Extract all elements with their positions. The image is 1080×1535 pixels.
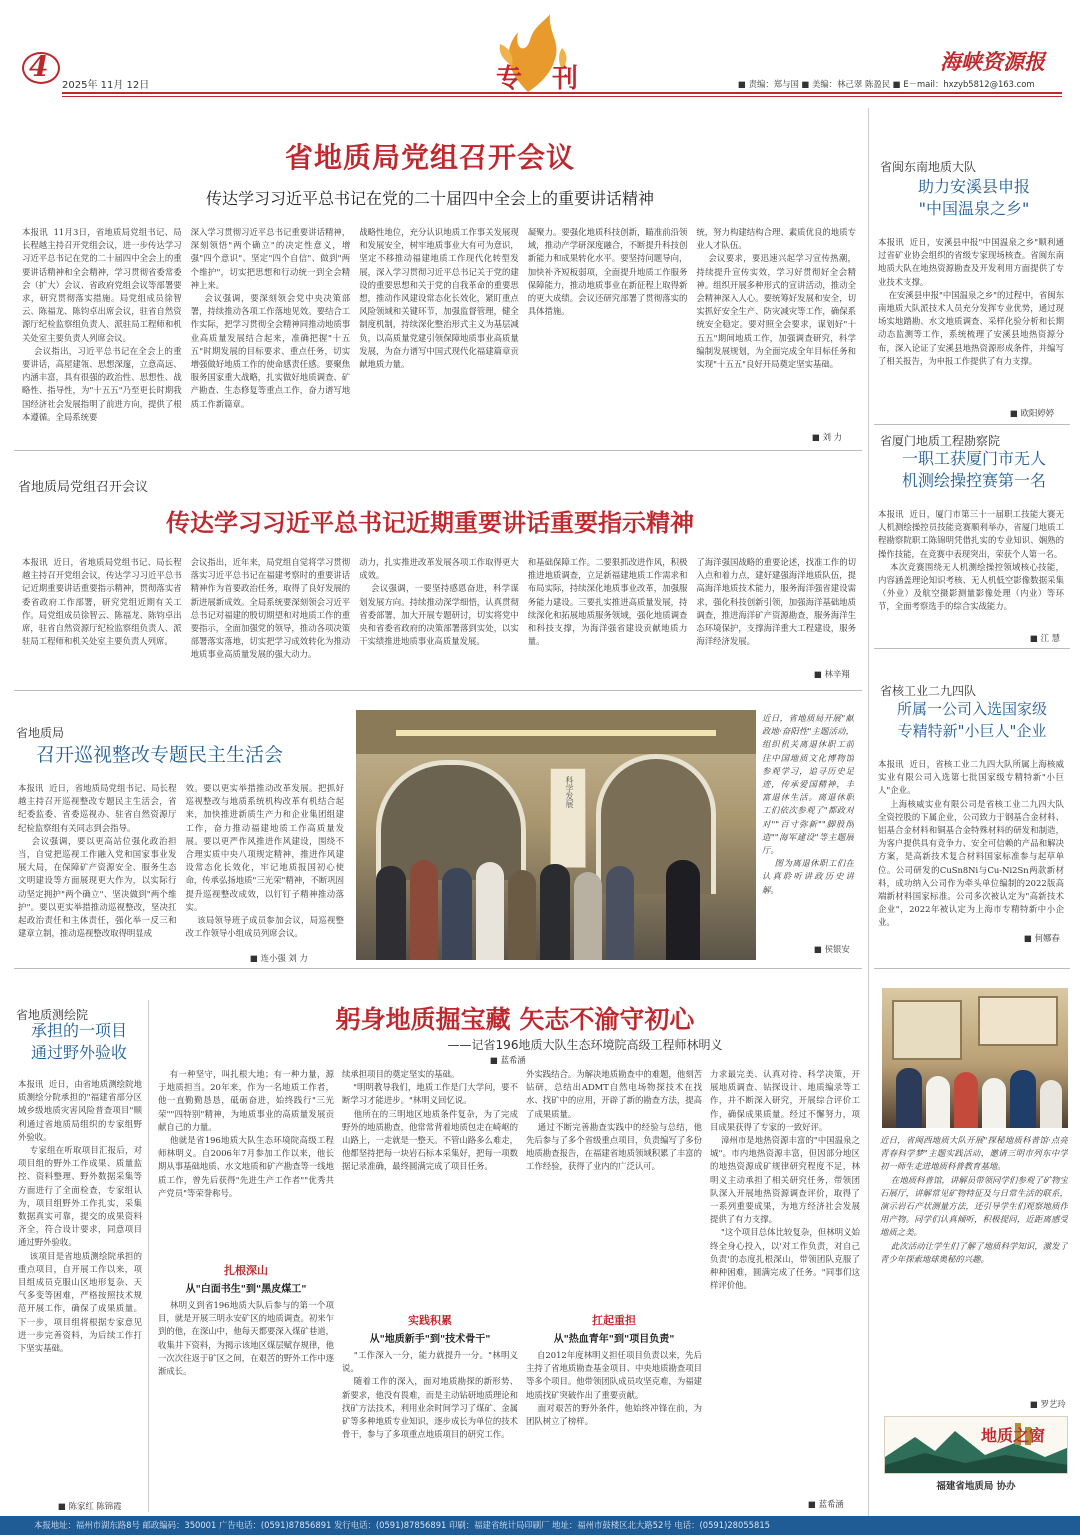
side3-title-line1: 所属一公司入选国家级: [896, 700, 1047, 718]
page-number: 4: [29, 50, 49, 83]
side3-author: ■ 何娜春: [1024, 933, 1060, 943]
photo-ceiling-light: [396, 730, 716, 736]
side1-body: 本报讯 近日，安溪县申报"中国温泉之乡"顺利通过省矿业协会组织的省级专家现场核查。省闽东南地质大队在地热资源勘查及开发利用方面提供了专业技术支撑。 在安溪县申报"中国温泉之乡"的过程中，省闽东南地质大队派技术人员充分发挥专业优势，通过现场实地踏勘、水文地质调查、采样化验分析和长期动态监测等工作，系统梳理了安溪县地热资源分布，深入论证了安溪县地热资源形成条件，并编写了相关报告，为申报工作提供了有力支撑。: [878, 237, 1064, 366]
photo-display-case: [892, 1000, 962, 1060]
article3-kicker: 省地质局: [16, 726, 65, 740]
article3-col2: 效。要以更实举措推动改革发展。把抓好巡视整改与地质系统机构改革有机结合起来，加快推进新质生产力和企业集团组建工作，奋力推动福建地质工作高质量发展。要以更严作风推进作风建设，围绕不合理实质中央八项规定精神，推进作风建设常态化长效化，牢记地质报国初心使命，传承弘扬地质"三光荣"精神，不断巩固提升巡视整改成效，以钉钉子精神推动落实。 该局领导班子成员参加会议，局巡视整改工作领导小组成员列席会议。: [185, 783, 344, 939]
article2-body: [22, 556, 856, 678]
article1-col5: 统，努力构建结构合理、素质优良的地质专业人才队伍。 会议要求，要迅速兴起学习宣传热潮，持续提升宣传实效，学习好贯彻好全会精神。组织开展多种形式的宣讲活动，推动全会精神深入人心。要统筹好发展和安全，切实抓好安全生产、防灾减灾等工作，确保系统安全稳定。要对照全会要求，谋划好"十五五"期间地质工作，加强调查研究，科学编制发展规划，为全面完成全年目标任务和实现"十五五"良好开局奠定坚实基础。: [696, 227, 856, 370]
side4-author: ■ 罗艺玲: [1030, 1399, 1066, 1409]
article1-col3: 战略性地位，充分认识地质工作事关发展现和发展安全，树牢地质事业大有可为意识，坚定不移推动福建地质工作现代化转型发展，深入学习贯彻习近平总书记关于党的建设的重要思想和关于党的自我革命的重要思想，推动作风建设常态化长效化，紧盯重点风险领域和关键环节，加强监督管理，健全制度机制，持续深化整治形式主义为基层减负，以高质量党建引领保障地质事业高质量发展，为奋力谱写中国式现代化福建篇章贡献地质力量。: [359, 227, 519, 370]
article2-col1: 本报讯 近日，省地质局党组书记、局长程越主持召开党组会议，传达学习习近平总书记近期重要讲话重要指示精神，贯彻落实省委省政府工作部署，研究党组近期有关工作。局党组成员徐智云、陈福龙、陈钧卓出席，驻省自然资源厅纪检监察组负责人、派驻局工程师和机关处室主要负责人列席。: [22, 557, 182, 647]
side3-kicker: 省核工业二九四队: [880, 684, 977, 698]
divider: [874, 648, 1070, 649]
side2-title-line1: 一职工获厦门市无人: [901, 449, 1046, 468]
article4-byline: ■ 蓝希涵: [490, 1055, 526, 1065]
divider: [14, 690, 862, 691]
photo-wall-text: 科学发展: [565, 776, 574, 808]
article5-kicker: 省地质测绘院: [16, 1008, 89, 1022]
article5-title-line1: 承担的一项目: [30, 1021, 127, 1040]
divider: [14, 450, 862, 451]
article4-col3-rest: 自2012年度林明义担任项目负责以来，先后主持了省地质勘查基金项目、中央地质勘查项目等多个项目。他带领团队成员攻坚克难，为福建地质找矿突破作出了重要贡献。 面对艰苦的野外条件，他始终冲锋在前，为团队树立了榜样。: [526, 1350, 702, 1427]
divider: [874, 424, 1070, 425]
article4-col1-head-a: 扎根深山: [224, 1264, 268, 1277]
article1-body: [22, 226, 856, 440]
person: [982, 1078, 1006, 1128]
photo-display-case: [978, 996, 1058, 1046]
sidebar-divider: [868, 108, 869, 1516]
divider: [874, 968, 1070, 969]
person: [954, 1072, 978, 1128]
side2-body: 本报讯 近日，厦门市第三十一届职工技能大赛无人机测绘操控员技能竞赛顺利举办，省厦门地质工程勘察院职工陈锦明凭借扎实的专业知识、娴熟的操作技能，在竞赛中表现突出，荣获个人第一名。 本次竞赛围绕无人机测绘操控领域核心技能，内容涵盖理论知识考核、无人机低空影像数据采集（外业）及航空摄影测量影像处理（内业）等环节，全面考察选手的综合实战能力。: [878, 509, 1064, 612]
article4-col2: 续承担项目的奠定坚实的基础。 "明明教导我们，地质工作是门大学问，要不断学习才能进步。"林明义回忆说。 他所在的三明地区地质条件复杂，为了完成野外的地质勘查，他常常背着地质包走在崎岖的山路上，一走就是一整天。不管山路多么难走，他都坚持把每一块岩石标本采集好，把每一项数据记录准确，最终圆满完成了项目任务。: [342, 1069, 518, 1172]
person: [666, 860, 700, 960]
article1-col1: 本报讯 11月3日，省地质局党组书记、局长程越主持召开党组会议，进一步传达学习习近平总书记在党的二十届四中全会上的重要讲话精神和全会精神，学习贯彻省委常委会（扩大）会议、省政府党组会议等部署要求，研究贯彻落实措施。局党组成员徐智云、陈福龙、陈钧卓出席会议，驻省自然资源厅纪检监察组负责人、派驻局工程师和机关处室主要负责人列席会议。 会议指出，习近平总书记在全会上的重要讲话，高屋建瓴、思想深邃，立意高远、内涵丰富，具有很强的政治性、思想性、战略性、指导性，为"十五五"乃至更长时期我国经济社会发展指明了前进方向，提供了根本遵循。全局系统要: [22, 227, 182, 422]
side2-kicker: 省厦门地质工程勘察院: [880, 434, 1001, 448]
museum-visit-photo: [356, 710, 756, 960]
person: [540, 864, 570, 960]
science-museum-photo: [882, 988, 1068, 1128]
geo-window-sponsor: 福建省地质局 协办: [936, 1481, 1016, 1492]
article4-col1-wrap: [158, 1068, 334, 1512]
person: [410, 860, 438, 960]
masthead-logo: 海峡资源报: [940, 49, 1045, 74]
person: [606, 866, 634, 960]
divider: [14, 968, 862, 969]
article4-title: 躬身地质掘宝藏 矢志不渝守初心: [335, 1005, 695, 1034]
article4-col3-head-b: 从"热血青年"到"项目负责": [553, 1334, 675, 1345]
article1-subtitle: 传达学习习近平总书记在党的二十届四中全会上的重要讲话精神: [205, 189, 654, 208]
article2-kicker: 省地质局党组召开会议: [18, 480, 149, 495]
article2-col2: 会议指出，近年来，局党组自觉将学习贯彻落实习近平总书记在福建考察时的重要讲话精神作为首要政治任务，取得了良好发展的新进展新成效。全局系统要深刻领会习近平总书记对福建的殷切期望和对地质工作的重要指示，全面加强党的领导，推动各项决策部署落实落地，切实把学习成效转化为推动地质事业高质量发展的强大动力。: [190, 557, 351, 660]
article1-col2: 深入学习贯彻习近平总书记重要讲话精神，深刻领悟"两个确立"的决定性意义，增强"四个意识"、坚定"四个自信"、做到"两个维护"，切实把思想和行动统一到全会精神上来。 会议强调，要深刻领会党中央决策部署，持续推动各项工作落地见效。要结合工作实际，把学习贯彻全会精神同推动地质事业高质量发展结合起来，准确把握"十五五"时期发展的目标要求、重点任务，切实增强做好地质工作的使命感责任感。要聚焦服务国家重大战略，扎实做好地质调查、矿产勘查、生态修复等重点工作，奋力谱写地质工作新篇章。: [190, 227, 351, 409]
divider: [148, 1000, 149, 1512]
article1-title: 省地质局党组召开会议: [284, 141, 575, 174]
section-title-char-2: 刊: [552, 64, 579, 94]
geo-window-title: 地质之窗: [981, 1426, 1046, 1445]
article3-author: ■ 连小强 刘 力: [250, 953, 308, 963]
header-rule-thin: [62, 96, 1062, 97]
person: [926, 1076, 950, 1128]
person: [1010, 1070, 1036, 1128]
article4-col2-wrap: [342, 1068, 518, 1512]
person: [442, 868, 472, 960]
article4-col3-head-a: 扛起重担: [592, 1314, 636, 1327]
article4-col1: 有一种坚守，叫扎根大地；有一种力量，源于地质担当。20年来，作为一名地质工作者，他一直勤勤恳恳，砥砺奋进，始终践行"三光荣""四特别"精神，为地质事业的高质量发展贡献自己的力量。 他就是省196地质大队生态环境院高级工程师林明义。自2006年7月参加工作以来，他长期从事基础地质、水文地质和矿产勘查等一线地质工作，曾先后获得"先进生产工作者""优秀共产党员"等荣誉称号。: [158, 1069, 334, 1198]
article4-col2-rest: "工作深入一分，能力就提升一分。"林明义说。 随着工作的深入，面对地质勘探的新形势、新要求，他没有畏难，而是主动钻研地质理论和找矿方法技术，利用业余时间学习了煤矿、金属矿等多种地质专业知识，逐步成长为单位的技术骨干，参与了多项重点地质项目的研究工作。: [342, 1350, 518, 1440]
article3-body: [18, 782, 344, 954]
photo-people-row: [366, 860, 746, 960]
person: [376, 866, 406, 960]
article4-author: ■ 蓝希涵: [808, 1499, 844, 1509]
article2-title: 传达学习习近平总书记近期重要讲话重要指示精神: [166, 509, 694, 537]
person: [896, 1068, 922, 1128]
geo-window-logo: [884, 1416, 1068, 1474]
person: [508, 870, 536, 960]
article3-title: 召开巡视整改专题民主生活会: [36, 744, 284, 766]
photo1-caption: 近日，省地质局开展"献政地·奋阳性"主题活动，组织机关离退休职工前往中国地质文化博物馆参观学习，追寻历史足迹，传承爱国精神，丰富退休生活。离退休职工们依次参观了"都政对对""百寸弥新""脚股削造""海军建设"等主题展厅。 图为离退休职工们在认真聆听讲政历史讲解。: [762, 713, 854, 895]
article4-col1-rest: 林明义到省196地质大队后参与的第一个项目，就是开展三明永安矿区的地质调查。初来乍到的他，在深山中，他每天都要深入煤矿巷道，收集井下资料，为揭示该地区煤层赋存规律，他一次次往返于矿区之间，在艰苦的野外工作中逐渐成长。: [158, 1300, 334, 1377]
article4-col3: 外实践结合。为解决地质勘查中的难题，他刻苦钻研，总结出ADMT自然电场物探技术在找水、找矿中的应用，开辟了新的勘查方法，提高了成果质量。 通过不断完善勘查实践中的经验与总结，他先后参与了多个省级重点项目，负责编写了多份地质勘查报告，在福建省地质领域积累了丰富的工作经验，获得了业内的广泛认可。: [526, 1069, 702, 1172]
article5-body: 本报讯 近日，由省地质测绘院地质测绘分院承担的"福建省部分区域乡级地质灾害风险普查项目"顺利通过省地质局组织的专家组野外验收。 专家组在听取项目汇报后，对项目组的野外工作成果、质量监控、资料整理、野外数据采集等方面进行了全面检查，专家组认为，项目组野外工作扎实，采集数据真实可靠，提交的成果资料齐全，符合设计要求，同意项目通过野外验收。 该项目是省地质测绘院承担的重点项目，自开展工作以来，项目组成员克服山区地形复杂、天气多变等困难，严格按照技术规范开展工作，确保了成果质量。下一步，项目组将根据专家意见进一步完善资料，为后续工作打下坚实基础。: [18, 1079, 142, 1354]
side2-title-line2: 机测绘操控赛第一名: [901, 471, 1046, 490]
article4-col2-head-b: 从"地质新手"到"技术骨干": [369, 1334, 491, 1345]
person: [476, 862, 504, 960]
person: [574, 872, 602, 960]
article2-col3: 动力，扎实推进改革发展各项工作取得更大成效。 会议强调，一要坚持感恩奋进，科学谋划发展方向。持续推动深学细悟，认真贯彻省委部署，加大开展专题研讨，切实将党中央和省委省政府的决策部署落到实处，以实干实绩推进地质事业高质量发展。: [359, 557, 519, 647]
article2-author: ■ 林辛翔: [814, 669, 850, 679]
article2-col5: 了海洋强国战略的重要论述，找准工作的切入点和着力点，建好建强海洋地质队伍，提高海洋地质技术能力，服务海洋强省建设需求，强化科技创新引领，加强海洋基础地质调查，推进海洋矿产资源勘查，服务海洋生态环境保护，支撑海洋重大工程建设，服务海洋经济发展。: [696, 557, 856, 647]
page-date: 2025年 11月 12日: [62, 80, 150, 91]
side4-caption: 近日，省闽西地质大队开展"探秘地质科普馆·点亮青春科学梦"主题实践活动，邀请三明市列东中学初一师生走进地质科普教育基地。 在地质科普馆，讲解员带领同学们参观了矿物宝石展厅，讲解常见矿物特征及与日常生活的联系，演示岩石产状测量方法，还引导学生们观察地质作用产物。同学们认真倾听，积极提问，近距离感受地质之美。 此次活动让学生们了解了地质科学知识，激发了青少年探索地球奥秘的兴趣。: [880, 1135, 1068, 1264]
article4-col3-wrap: [526, 1068, 702, 1512]
article4-col2-head-a: 实践积累: [408, 1314, 452, 1327]
article3-col1: 本报讯 近日，省地质局党组书记、局长程越主持召开巡视整改专题民主生活会，省纪委监委、省委巡视办、驻省自然资源厅纪检监察组有关同志到会指导。 会议强调，要以更高站位强化政治担当，自觉把巡视工作融入党和国家事业发展大局，在保障矿产资源安全、服务生态文明建设等方面展现更大作为，以实际行动坚定拥护"两个确立"、坚决做到"两个维护"。要以更实举措推动巡视整改，坚决扛起政治责任和主体责任，强化举一反三和建章立制，推动巡视整改取得明显成: [18, 783, 177, 939]
side1-author: ■ 欧阳婷婷: [1010, 408, 1055, 418]
article1-col4: 凝聚力。要强化地质科技创新，瞄准前沿领域，推动产学研深度融合，不断提升科技创新能力和成果转化水平。要坚持问题导向，加快补齐短板弱项，全面提升地质工作服务保障能力，推动地质事业在新征程上取得新的更大成绩。会议还研究部署了贯彻落实的具体措施。: [527, 227, 688, 317]
article5-title-line2: 通过野外验收: [30, 1043, 127, 1062]
footer-text: 本报地址：福州市湖东路8号 邮政编码：350001 广告电话：(0591)87856891 发行电话：(0591)87856891 印刷：福建省统计局印刷厂 地址：福州市鼓楼区北大路52号 电话：(0591)28055815: [34, 1520, 770, 1530]
page-header: [0, 0, 1080, 100]
article1-author: ■ 刘 力: [812, 432, 842, 442]
article4-col4: 力求最完美、认真对待、科学决策，开展地质调查、钻探设计、地质编录等工作，并不断深入研究，开展综合评价工作，确保成果质量。经过不懈努力，项目成果获得了专家的一致好评。 漳州市是地热资源丰富的"中国温泉之城"。市内地热资源丰富，但因部分地区的地热资源成矿规律研究程度不足，林明义主动承担了相关研究任务，带领团队深入开展地热资源调查评价，取得了一系列重要成果，为地方经济社会发展提供了有力支撑。 "这个项目总体比较复杂，但林明义始终全身心投入，以'对工作负责，对自己负责'的态度扎根深山，带领团队克服了种种困难，圆满完成了任务。"同事们这样评价他。: [710, 1069, 860, 1291]
side2-author: ■ 江 慧: [1030, 633, 1060, 643]
photo1-author: ■ 侯银安: [814, 944, 850, 954]
article4-col1-head-b: 从"白面书生"到"黑皮煤工": [185, 1284, 307, 1295]
person: [1040, 1080, 1062, 1128]
article5-author: ■ 陈家红 陈锦霞: [58, 1501, 122, 1511]
side1-kicker: 省闽东南地质大队: [880, 160, 977, 174]
editor-credits: ■ 责编：郑与国 ■ 美编：林己翠 陈盈民 ■ E－mail：hxzyb5812@163.com: [738, 79, 1035, 89]
article2-col4: 和基础保障工作。二要狠抓改进作风，积极推进地质调查，立足新福建地质工作需求和布局实际，持续深化地质事业改革，加强服务能力建设。三要扎实推进高质量发展，持续深化和拓展地质服务领域，强化地质调查和科技支撑，为海洋强省建设贡献地质力量。: [527, 557, 688, 647]
side3-title-line2: 专精特新"小巨人"企业: [897, 722, 1047, 740]
side1-title-line1: 助力安溪县申报: [917, 177, 1030, 196]
side3-body: 本报讯 近日，省核工业二九四大队所属上海核威实业有限公司入选第七批国家级专精特新"小巨人"企业。 上海核威实业有限公司是省核工业二九四大队全资控股的下属企业，公司致力于钢基合金材料、铝基合金材料和铜基合金特殊材料的研发和制造，为客户提供具有竞争力、安全可信赖的产品和解决方案，是高新技术复合材料国家标准参与起草单位。公司研发的CuSn8Ni与Cu-Ni2Sn两款新材料，成功纳入公司作为牵头单位编制的2022版高端新材料国家标准。公司多次被认定为"高新技术企业"，2022年被认定为上海市专精特新中小企业。: [878, 759, 1064, 928]
section-title-char-1: 专: [496, 64, 523, 94]
article4-subtitle: ——记省196地质大队生态环境院高级工程师林明义: [447, 1038, 723, 1052]
side1-title-line2: "中国温泉之乡": [918, 199, 1030, 218]
